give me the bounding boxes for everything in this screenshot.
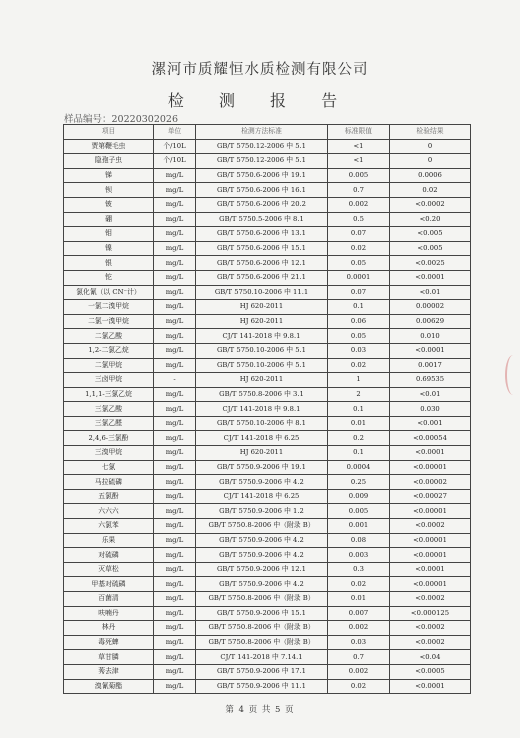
- cell-item: 呋喃丹: [64, 606, 154, 621]
- table-body: [64, 139, 471, 694]
- cell-method: GB/T 5750.9-2006 中 19.1: [196, 460, 328, 475]
- cell-method: GB/T 5750.12-2006 中 5.1: [196, 139, 328, 154]
- cell-unit: mg/L: [154, 168, 196, 183]
- cell-limit: 0.02: [328, 577, 390, 592]
- cell-result: <0.000125: [390, 606, 471, 621]
- cell-result: 0.0017: [390, 358, 471, 373]
- cell-unit: 个/10L: [154, 154, 196, 169]
- cell-limit: 0.0001: [328, 270, 390, 285]
- table-row: [64, 475, 471, 490]
- cell-limit: 0.009: [328, 489, 390, 504]
- cell-item: 二氯乙酸: [64, 329, 154, 344]
- table-row: [64, 270, 471, 285]
- cell-method: GB/T 5750.8-2006 中 3.1: [196, 387, 328, 402]
- cell-unit: mg/L: [154, 285, 196, 300]
- cell-result: <0.01: [390, 285, 471, 300]
- table-row: [64, 212, 471, 227]
- cell-limit: 0.25: [328, 475, 390, 490]
- cell-unit: mg/L: [154, 343, 196, 358]
- table-row: [64, 519, 471, 534]
- cell-item: 银: [64, 256, 154, 271]
- table-row: [64, 446, 471, 461]
- cell-item: 1,2-二氯乙烷: [64, 343, 154, 358]
- cell-unit: mg/L: [154, 241, 196, 256]
- table-row: [64, 548, 471, 563]
- cell-result: <0.0001: [390, 562, 471, 577]
- cell-item: 五氯酚: [64, 489, 154, 504]
- table-row: [64, 329, 471, 344]
- table-row: [64, 241, 471, 256]
- cell-limit: 0.2: [328, 431, 390, 446]
- cell-result: <0.0002: [390, 635, 471, 650]
- cell-method: GB/T 5750.6-2006 中 12.1: [196, 256, 328, 271]
- cell-item: 溴氰菊酯: [64, 679, 154, 694]
- cell-method: CJ/T 141-2018 中 9.8.1: [196, 329, 328, 344]
- cell-result: <0.0002: [390, 519, 471, 534]
- cell-unit: mg/L: [154, 183, 196, 198]
- cell-unit: mg/L: [154, 416, 196, 431]
- cell-unit: mg/L: [154, 314, 196, 329]
- header-item: 项目: [64, 125, 154, 140]
- table-row: [64, 621, 471, 636]
- cell-unit: mg/L: [154, 329, 196, 344]
- cell-method: GB/T 5750.9-2006 中 11.1: [196, 679, 328, 694]
- table-row: [64, 285, 471, 300]
- cell-method: GB/T 5750.6-2006 中 20.2: [196, 197, 328, 212]
- cell-result: 0.030: [390, 402, 471, 417]
- cell-result: <0.0005: [390, 664, 471, 679]
- cell-limit: 0.005: [328, 168, 390, 183]
- table-row: [64, 168, 471, 183]
- cell-result: <0.001: [390, 416, 471, 431]
- cell-limit: 0.01: [328, 416, 390, 431]
- table-row: [64, 183, 471, 198]
- header-unit: 单位: [154, 125, 196, 140]
- cell-unit: mg/L: [154, 212, 196, 227]
- cell-item: 林丹: [64, 621, 154, 636]
- cell-unit: mg/L: [154, 562, 196, 577]
- table-row: [64, 635, 471, 650]
- cell-limit: 0.07: [328, 227, 390, 242]
- cell-method: GB/T 5750.8-2006 中（附录 B）: [196, 635, 328, 650]
- cell-method: GB/T 5750.6-2006 中 16.1: [196, 183, 328, 198]
- cell-item: 隐孢子虫: [64, 154, 154, 169]
- cell-method: GB/T 5750.9-2006 中 4.2: [196, 577, 328, 592]
- cell-limit: 0.1: [328, 300, 390, 315]
- cell-method: HJ 620-2011: [196, 314, 328, 329]
- table-row: [64, 373, 471, 388]
- cell-method: GB/T 5750.6-2006 中 13.1: [196, 227, 328, 242]
- table-row: [64, 504, 471, 519]
- cell-result: <0.00001: [390, 533, 471, 548]
- cell-item: 甲基对硫磷: [64, 577, 154, 592]
- cell-unit: mg/L: [154, 300, 196, 315]
- cell-unit: mg/L: [154, 650, 196, 665]
- cell-unit: 个/10L: [154, 139, 196, 154]
- cell-unit: mg/L: [154, 504, 196, 519]
- table-row: [64, 197, 471, 212]
- cell-item: 钡: [64, 183, 154, 198]
- cell-limit: 0.001: [328, 519, 390, 534]
- cell-unit: mg/L: [154, 402, 196, 417]
- cell-item: 乐果: [64, 533, 154, 548]
- cell-result: 0: [390, 154, 471, 169]
- cell-item: 贾第鞭毛虫: [64, 139, 154, 154]
- cell-result: <0.0002: [390, 621, 471, 636]
- table-row: [64, 562, 471, 577]
- cell-result: <0.00001: [390, 504, 471, 519]
- table-row: [64, 592, 471, 607]
- cell-unit: mg/L: [154, 621, 196, 636]
- cell-unit: mg/L: [154, 197, 196, 212]
- cell-limit: 0.1: [328, 446, 390, 461]
- cell-item: 2,4,6-三氯酚: [64, 431, 154, 446]
- cell-result: 0.69535: [390, 373, 471, 388]
- cell-method: GB/T 5750.8-2006 中（附录 B）: [196, 519, 328, 534]
- table-row: [64, 679, 471, 694]
- cell-result: <0.005: [390, 241, 471, 256]
- cell-result: <0.00001: [390, 548, 471, 563]
- header-result: 检验结果: [390, 125, 471, 140]
- cell-limit: <1: [328, 139, 390, 154]
- cell-method: GB/T 5750.9-2006 中 1.2: [196, 504, 328, 519]
- table-row: [64, 402, 471, 417]
- cell-limit: 0.03: [328, 635, 390, 650]
- cell-item: 六六六: [64, 504, 154, 519]
- cell-result: 0.010: [390, 329, 471, 344]
- table-row: [64, 139, 471, 154]
- cell-method: GB/T 5750.9-2006 中 4.2: [196, 533, 328, 548]
- cell-method: GB/T 5750.8-2006 中（附录 B）: [196, 621, 328, 636]
- cell-limit: 0.05: [328, 256, 390, 271]
- table-row: [64, 256, 471, 271]
- cell-item: 对硫磷: [64, 548, 154, 563]
- cell-method: GB/T 5750.9-2006 中 17.1: [196, 664, 328, 679]
- cell-method: GB/T 5750.9-2006 中 4.2: [196, 548, 328, 563]
- cell-limit: 2: [328, 387, 390, 402]
- table-row: [64, 358, 471, 373]
- cell-method: CJ/T 141-2018 中 6.25: [196, 431, 328, 446]
- cell-limit: 0.3: [328, 562, 390, 577]
- cell-unit: mg/L: [154, 606, 196, 621]
- cell-method: GB/T 5750.6-2006 中 21.1: [196, 270, 328, 285]
- cell-limit: 1: [328, 373, 390, 388]
- cell-limit: 0.0004: [328, 460, 390, 475]
- cell-method: GB/T 5750.9-2006 中 12.1: [196, 562, 328, 577]
- table-row: [64, 606, 471, 621]
- cell-item: 镍: [64, 241, 154, 256]
- cell-result: <0.20: [390, 212, 471, 227]
- cell-item: 三氯乙醛: [64, 416, 154, 431]
- table-row: [64, 577, 471, 592]
- table-row: [64, 416, 471, 431]
- cell-unit: mg/L: [154, 431, 196, 446]
- cell-limit: 0.7: [328, 183, 390, 198]
- cell-method: GB/T 5750.5-2006 中 8.1: [196, 212, 328, 227]
- table-row: [64, 154, 471, 169]
- cell-limit: 0.08: [328, 533, 390, 548]
- sample-number-value: 20220302026: [111, 114, 179, 125]
- cell-item: 毒死蜱: [64, 635, 154, 650]
- cell-result: <0.0025: [390, 256, 471, 271]
- cell-item: 1,1,1-三氯乙烷: [64, 387, 154, 402]
- cell-method: GB/T 5750.9-2006 中 15.1: [196, 606, 328, 621]
- cell-unit: mg/L: [154, 446, 196, 461]
- cell-item: 马拉硫磷: [64, 475, 154, 490]
- cell-limit: 0.003: [328, 548, 390, 563]
- cell-item: 钼: [64, 227, 154, 242]
- table-row: [64, 431, 471, 446]
- cell-item: 灭草松: [64, 562, 154, 577]
- cell-method: GB/T 5750.8-2006 中（附录 B）: [196, 592, 328, 607]
- cell-method: CJ/T 141-2018 中 7.14.1: [196, 650, 328, 665]
- cell-method: CJ/T 141-2018 中 6.25: [196, 489, 328, 504]
- cell-item: 三溴甲烷: [64, 446, 154, 461]
- cell-unit: mg/L: [154, 577, 196, 592]
- cell-method: GB/T 5750.10-2006 中 5.1: [196, 358, 328, 373]
- table-row: [64, 650, 471, 665]
- cell-method: HJ 620-2011: [196, 446, 328, 461]
- cell-result: 0: [390, 139, 471, 154]
- cell-result: <0.0001: [390, 446, 471, 461]
- cell-method: HJ 620-2011: [196, 373, 328, 388]
- cell-method: CJ/T 141-2018 中 9.8.1: [196, 402, 328, 417]
- table-row: [64, 387, 471, 402]
- cell-item: 锑: [64, 168, 154, 183]
- cell-item: 莠去津: [64, 664, 154, 679]
- cell-limit: 0.002: [328, 664, 390, 679]
- cell-result: 0.00629: [390, 314, 471, 329]
- table-row: [64, 664, 471, 679]
- cell-method: GB/T 5750.6-2006 中 19.1: [196, 168, 328, 183]
- cell-item: 铍: [64, 197, 154, 212]
- stamp-edge: [505, 355, 520, 395]
- cell-unit: mg/L: [154, 460, 196, 475]
- cell-item: 氯化氰（以 CN⁻计）: [64, 285, 154, 300]
- cell-item: 硼: [64, 212, 154, 227]
- cell-limit: 0.002: [328, 621, 390, 636]
- table-row: [64, 489, 471, 504]
- cell-method: GB/T 5750.10-2006 中 5.1: [196, 343, 328, 358]
- cell-item: 二氯一溴甲烷: [64, 314, 154, 329]
- cell-unit: mg/L: [154, 533, 196, 548]
- sample-number-label: 样品编号：: [64, 114, 112, 125]
- cell-item: 铊: [64, 270, 154, 285]
- cell-unit: mg/L: [154, 270, 196, 285]
- cell-limit: 0.05: [328, 329, 390, 344]
- cell-result: <0.00001: [390, 460, 471, 475]
- cell-item: 三氯乙酸: [64, 402, 154, 417]
- cell-unit: mg/L: [154, 519, 196, 534]
- page-footer: 第 4 页 共 5 页: [225, 705, 295, 715]
- cell-limit: 0.01: [328, 592, 390, 607]
- cell-unit: mg/L: [154, 548, 196, 563]
- cell-limit: 0.02: [328, 358, 390, 373]
- cell-result: 0.02: [390, 183, 471, 198]
- cell-result: <0.00002: [390, 475, 471, 490]
- cell-item: 一氯二溴甲烷: [64, 300, 154, 315]
- cell-result: <0.04: [390, 650, 471, 665]
- cell-result: <0.00027: [390, 489, 471, 504]
- cell-unit: mg/L: [154, 227, 196, 242]
- cell-limit: 0.7: [328, 650, 390, 665]
- cell-method: GB/T 5750.9-2006 中 4.2: [196, 475, 328, 490]
- cell-unit: mg/L: [154, 387, 196, 402]
- cell-method: GB/T 5750.10-2006 中 11.1: [196, 285, 328, 300]
- cell-unit: mg/L: [154, 679, 196, 694]
- header-limit: 标准限值: [328, 125, 390, 140]
- cell-limit: 0.02: [328, 241, 390, 256]
- cell-method: GB/T 5750.6-2006 中 15.1: [196, 241, 328, 256]
- table-row: [64, 314, 471, 329]
- table-header-row: [64, 125, 471, 140]
- cell-result: <0.0001: [390, 343, 471, 358]
- header-method: 检测方法标准: [196, 125, 328, 140]
- cell-unit: mg/L: [154, 256, 196, 271]
- cell-result: <0.005: [390, 227, 471, 242]
- cell-limit: 0.005: [328, 504, 390, 519]
- results-table: [63, 124, 471, 694]
- cell-unit: mg/L: [154, 489, 196, 504]
- report-title: 检 测 报 告: [167, 91, 353, 110]
- cell-item: 二氯甲烷: [64, 358, 154, 373]
- cell-result: <0.0001: [390, 679, 471, 694]
- table-row: [64, 533, 471, 548]
- table-row: [64, 343, 471, 358]
- cell-item: 草甘膦: [64, 650, 154, 665]
- cell-limit: 0.03: [328, 343, 390, 358]
- cell-item: 百菌清: [64, 592, 154, 607]
- cell-limit: 0.06: [328, 314, 390, 329]
- cell-result: <0.00001: [390, 577, 471, 592]
- table-row: [64, 300, 471, 315]
- cell-item: 三卤甲烷: [64, 373, 154, 388]
- cell-item: 七氯: [64, 460, 154, 475]
- cell-limit: 0.002: [328, 197, 390, 212]
- cell-result: <0.0002: [390, 592, 471, 607]
- sample-number: [64, 111, 178, 125]
- cell-result: <0.00054: [390, 431, 471, 446]
- company-name: 漯河市质耀恒水质检测有限公司: [151, 62, 369, 78]
- cell-result: 0.00002: [390, 300, 471, 315]
- cell-method: GB/T 5750.12-2006 中 5.1: [196, 154, 328, 169]
- cell-unit: mg/L: [154, 592, 196, 607]
- cell-result: 0.0006: [390, 168, 471, 183]
- cell-item: 六氯苯: [64, 519, 154, 534]
- cell-unit: -: [154, 373, 196, 388]
- cell-limit: 0.007: [328, 606, 390, 621]
- cell-result: <0.01: [390, 387, 471, 402]
- cell-unit: mg/L: [154, 664, 196, 679]
- cell-unit: mg/L: [154, 475, 196, 490]
- cell-result: <0.0001: [390, 270, 471, 285]
- table-row: [64, 227, 471, 242]
- cell-limit: 0.5: [328, 212, 390, 227]
- cell-limit: 0.07: [328, 285, 390, 300]
- cell-method: HJ 620-2011: [196, 300, 328, 315]
- cell-unit: mg/L: [154, 358, 196, 373]
- table-row: [64, 460, 471, 475]
- cell-method: GB/T 5750.10-2006 中 8.1: [196, 416, 328, 431]
- cell-result: <0.0002: [390, 197, 471, 212]
- cell-unit: mg/L: [154, 635, 196, 650]
- cell-limit: 0.02: [328, 679, 390, 694]
- cell-limit: <1: [328, 154, 390, 169]
- cell-limit: 0.1: [328, 402, 390, 417]
